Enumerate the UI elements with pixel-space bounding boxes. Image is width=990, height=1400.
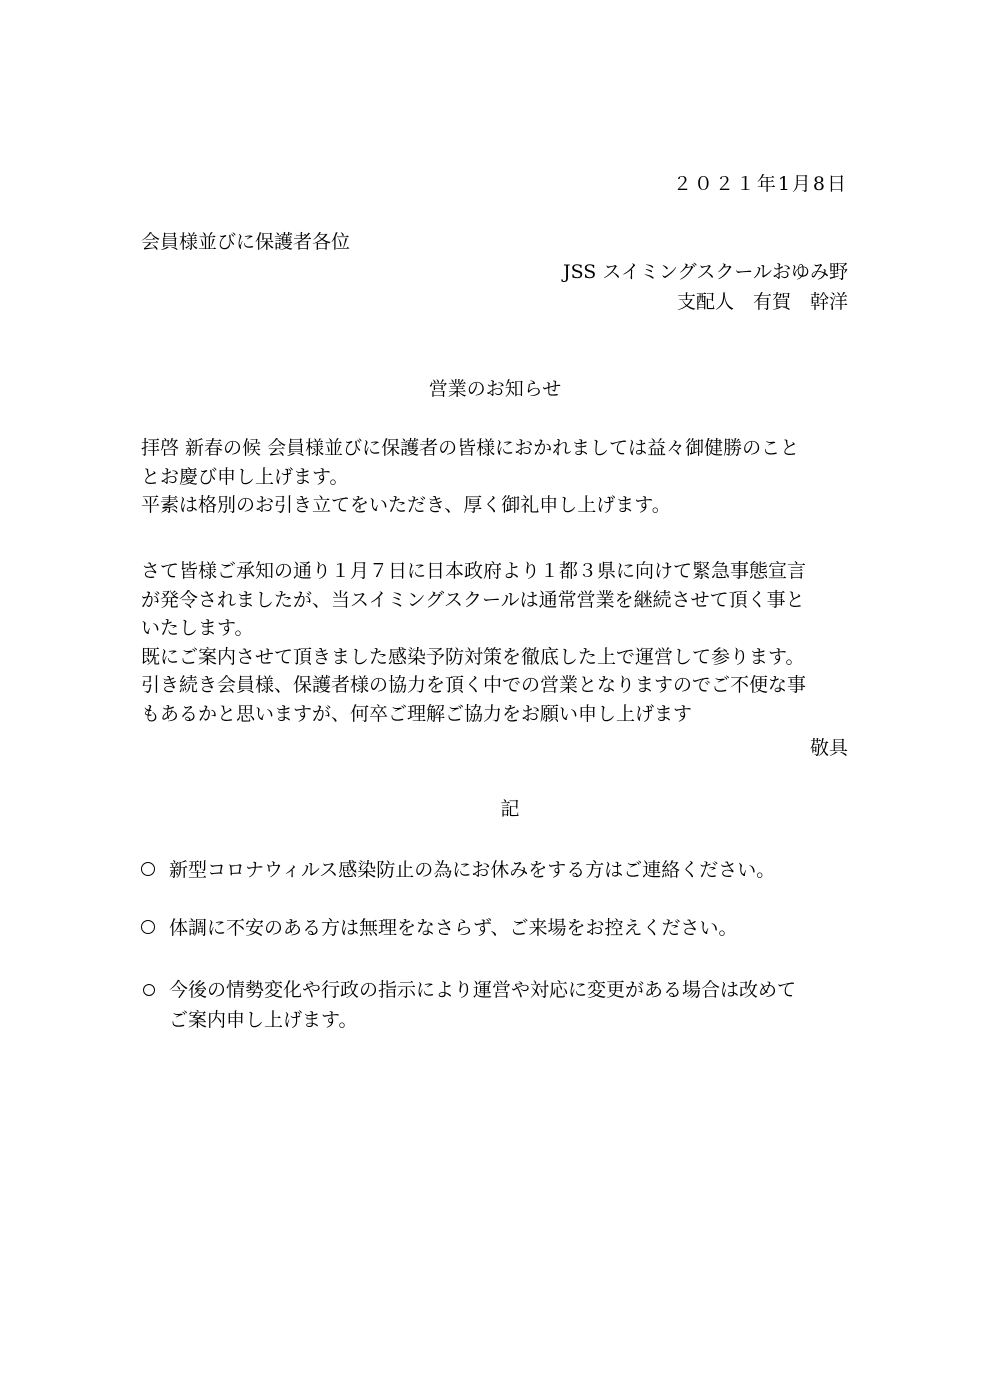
circle-bullet-icon <box>143 984 155 996</box>
document-title: 営業のお知らせ <box>428 378 562 400</box>
notice-line: 今後の情勢変化や行政の指示により運営や対応に変更がある場合は改めて <box>169 979 797 1001</box>
notice-text <box>169 976 796 1034</box>
ki-heading: 記 <box>500 798 520 820</box>
notice-text <box>169 856 775 884</box>
closing-word: 敬具 <box>809 737 848 759</box>
notice-line: 体調に不安のある方は無理をなさらず、ご来場をお控えください。 <box>169 917 738 939</box>
greeting-paragraph <box>141 434 849 520</box>
notice-text <box>169 914 737 942</box>
circle-bullet-icon <box>141 862 155 876</box>
main-line: さて皆様ご承知の通り１月７日に日本政府より１都３県に向けて緊急事態宣言 <box>141 560 807 582</box>
sender-name: 支配人 有賀 幹洋 <box>676 291 848 313</box>
main-paragraph <box>141 557 849 728</box>
main-line: 引き続き会員様、保護者様の協力を頂く中での営業となりますのでご不便な事 <box>141 674 807 696</box>
sender-organization: JSS スイミングスクールおゆみ野 <box>562 261 848 283</box>
notice-item <box>141 976 851 1034</box>
circle-bullet-icon <box>141 920 155 934</box>
greeting-line: 拝啓 新春の候 会員様並びに保護者の皆様におかれましては益々御健勝のこと <box>141 437 800 459</box>
notice-item <box>141 856 851 884</box>
greeting-line: とお慶び申し上げます。 <box>141 465 349 488</box>
greeting-line: 平素は格別のお引き立てをいただき、厚く御礼申し上げます。 <box>141 494 671 516</box>
letter-date: ２０２１年1月8日 <box>672 173 848 195</box>
notice-item <box>141 914 851 942</box>
main-line: もあるかと思いますが、何卒ご理解ご協力をお願い申し上げます <box>141 702 693 725</box>
main-line: 既にご案内させて頂きました感染予防対策を徹底した上で運営して参ります。 <box>141 645 805 668</box>
notice-line: ご案内申し上げます。 <box>169 1009 358 1031</box>
recipient-line: 会員様並びに保護者各位 <box>141 231 351 253</box>
main-line: いたします。 <box>141 617 254 639</box>
notice-line: 新型コロナウィルス感染防止の為にお休みをする方はご連絡ください。 <box>169 859 776 881</box>
main-line: が発令されましたが、当スイミングスクールは通常営業を継続させて頂く事と <box>141 588 805 611</box>
